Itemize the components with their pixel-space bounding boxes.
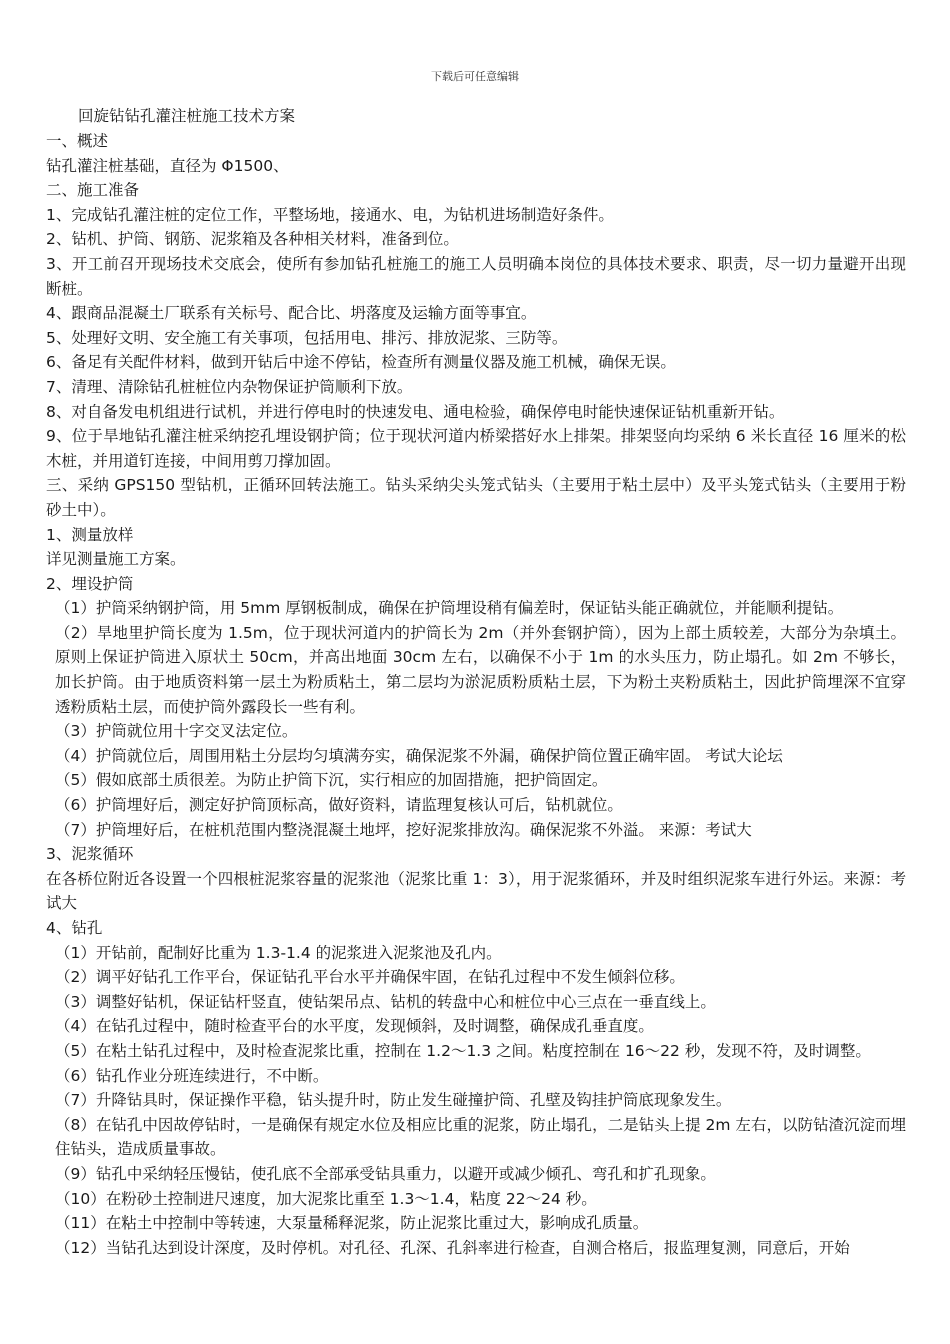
document-lines xyxy=(46,129,906,1260)
text-line: （3）护筒就位用十字交叉法定位。 xyxy=(55,722,298,741)
text-line: （9）钻孔中采纳轻压慢钻，使孔底不全部承受钻具重力，以避开或减少倾孔、弯孔和扩孔现象。 xyxy=(55,1164,716,1183)
text-line: （4）护筒就位后，周围用粘土分层均匀填满夯实，确保泥浆不外漏，确保护筒位置正确牢固。 考试大论坛 xyxy=(55,746,783,765)
paragraph: （8）在钻孔中因故停钻时，一是确保有规定水位及相应比重的泥浆，防止塌孔，二是钻头上提 2m 左右，以防钻渣沉淀而埋住钻头，造成质量事故。 xyxy=(55,1115,906,1159)
text-line: （7）护筒埋好后，在桩机范围内整浇混凝土地坪，挖好泥浆排放沟。确保泥浆不外溢。 来源：考试大 xyxy=(55,820,752,839)
text-line: 4、跟商品混凝土厂联系有关标号、配合比、坍落度及运输方面等事宜。 xyxy=(46,304,537,323)
text-line: （1）开钻前，配制好比重为 1.3-1.4 的泥浆进入泥浆池及孔内。 xyxy=(55,943,502,962)
text-line: 2、埋设护筒 xyxy=(46,574,134,593)
text-line: 4、钻孔 xyxy=(46,919,103,937)
text-line: 8、对自备发电机组进行试机，并进行停电时的快速发电、通电检验，确保停电时能快速保证钻机重新开钻。 xyxy=(46,402,785,421)
text-line: 5、处理好文明、安全施工有关事项，包括用电、排污、排放泥浆、三防等。 xyxy=(46,328,568,347)
text-line: （6）钻孔作业分班连续进行，不中断。 xyxy=(55,1066,329,1085)
text-line: 7、清理、清除钻孔桩桩位内杂物保证护筒顺利下放。 xyxy=(46,377,413,396)
text-line: （7）升降钻具时，保证操作平稳，钻头提升时，防止发生碰撞护筒、孔壁及钩挂护筒底现象发生。 xyxy=(55,1091,732,1110)
text-line: 二、施工准备 xyxy=(46,181,140,200)
text-line: 2、钻机、护筒、钢筋、泥浆箱及各种相关材料，准备到位。 xyxy=(46,230,459,249)
text-line: （1）护筒采纳钢护筒，用 5mm 厚钢板制成，确保在护筒埋设稍有偏差时，保证钻头能正确就位，并能顺利提钻。 xyxy=(55,599,844,618)
text-line: 一、概述 xyxy=(46,132,109,150)
paragraph: 3、开工前召开现场技术交底会，使所有参加钻孔桩施工的施工人员明确本岗位的具体技术要求、职责，尽一切力量避开出现断桩。 xyxy=(46,254,906,298)
page-header: 下载后可任意编辑 xyxy=(431,70,519,83)
text-line: 3、泥浆循环 xyxy=(46,845,134,864)
text-line: （12）当钻孔达到设计深度，及时停机。对孔径、孔深、孔斜率进行检查，自测合格后，报监理复测，同意后，开始 xyxy=(55,1238,850,1257)
text-line: 1、完成钻孔灌注桩的定位工作，平整场地，接通水、电，为钻机进场制造好条件。 xyxy=(46,205,614,224)
text-line: （6）护筒埋好后，测定好护筒顶标高，做好资料，请监理复核认可后，钻机就位。 xyxy=(55,796,623,815)
text-line: （5）假如底部土质很差。为防止护筒下沉，实行相应的加固措施，把护筒固定。 xyxy=(55,771,608,790)
paragraph: （2）旱地里护筒长度为 1.5m，位于现状河道内的护筒长为 2m（并外套钢护筒），因为上部土质较差，大部分为杂填土。原则上保证护筒进入原状土 50cm，并高出地面 30cm 左右，以确保不小于 1m 的水头压力，防止塌孔。如 2m 不够长，加长护筒。由于地质资料第一层土为粉质粘土，第二层均为淤泥质粉质粘土层，下为粉土夹粉质粘土，因此护筒埋深不宜穿透粉质粘土层，而使护筒外露段长一些有利。 xyxy=(55,623,906,716)
text-line: 6、备足有关配件材料，做到开钻后中途不停钻，检查所有测量仪器及施工机械，确保无误。 xyxy=(46,353,676,372)
text-line: （10）在粉砂土控制进尺速度，加大泥浆比重至 1.3～1.4，粘度 22～24 秒。 xyxy=(55,1189,597,1208)
text-line: 钻孔灌注桩基础，直径为 Φ1500、 xyxy=(46,156,289,175)
text-line: （3）调整好钻机，保证钻杆竖直，使钻架吊点、钻机的转盘中心和桩位中心三点在一垂直线上。 xyxy=(55,992,716,1011)
paragraph: 三、采纳 GPS150 型钻机，正循环回转法施工。钻头采纳尖头笼式钻头（主要用于粘土层中）及平头笼式钻头（主要用于粉砂土中）。 xyxy=(46,476,906,519)
text-line: 详见测量施工方案。 xyxy=(46,550,186,569)
document-title: 回旋钻钻孔灌注桩施工技术方案 xyxy=(78,107,296,125)
text-line: （2）调平好钻孔工作平台，保证钻孔平台水平并确保牢固，在钻孔过程中不发生倾斜位移。 xyxy=(55,968,685,987)
paragraph: 9、位于旱地钻孔灌注桩采纳挖孔埋设钢护筒；位于现状河道内桥梁搭好水上排架。排架竖向均采纳 6 米长直径 16 厘米的松木桩，并用道钉连接，中间用剪刀撑加固。 xyxy=(46,427,906,470)
text-line: 1、测量放样 xyxy=(46,525,134,544)
text-line: （4）在钻孔过程中，随时检查平台的水平度，发现倾斜，及时调整，确保成孔垂直度。 xyxy=(55,1017,654,1036)
text-line: （5）在粘土钻孔过程中，及时检查泥浆比重，控制在 1.2～1.3 之间。粘度控制在 16～22 秒，发现不符，及时调整。 xyxy=(55,1041,871,1060)
text-line: （11）在粘土中控制中等转速，大泵量稀释泥浆，防止泥浆比重过大，影响成孔质量。 xyxy=(55,1214,649,1233)
document-body xyxy=(46,104,906,1260)
paragraph: 在各桥位附近各设置一个四根桩泥浆容量的泥浆池（泥浆比重 1：3），用于泥浆循环，并及时组织泥浆车进行外运。来源：考试大 xyxy=(46,869,906,913)
